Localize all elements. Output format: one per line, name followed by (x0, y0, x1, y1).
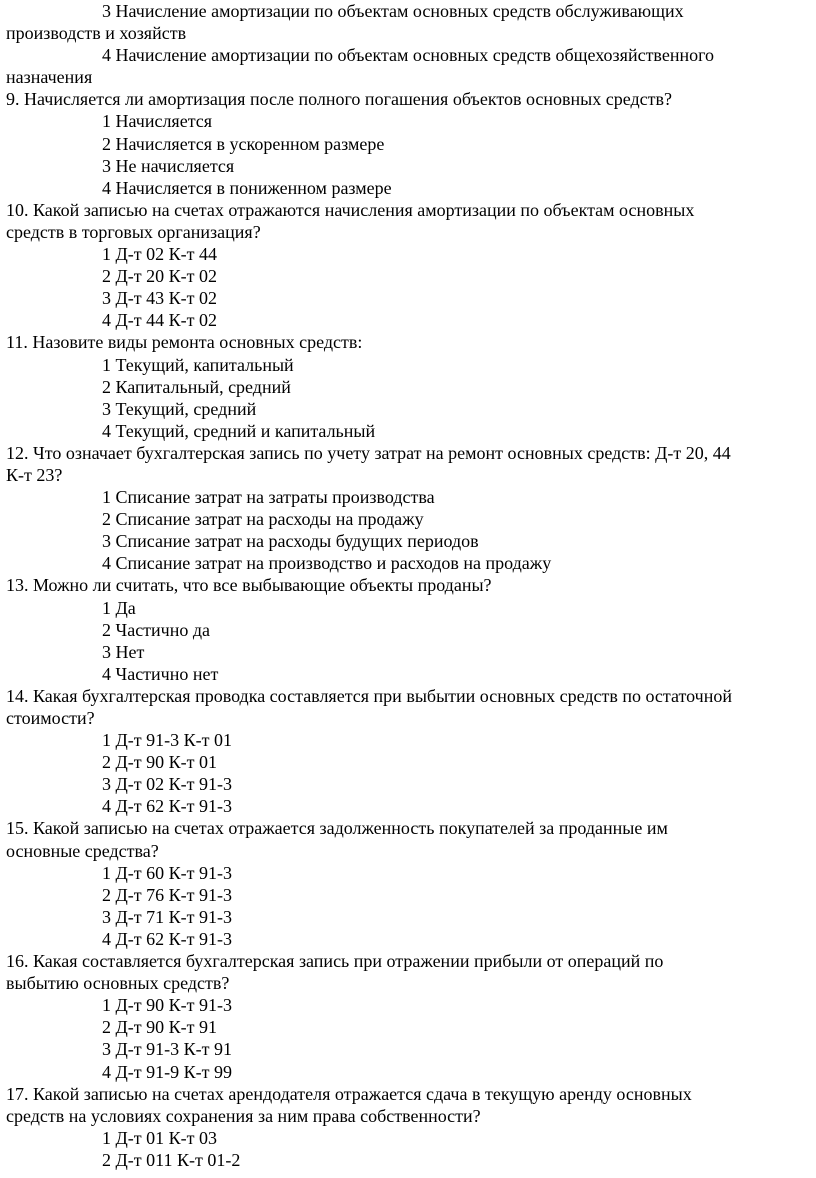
answer-option: 1 Текущий, капитальный (102, 354, 294, 375)
answer-option: 2 Д-т 76 К-т 91-3 (102, 884, 232, 905)
question-text: К-т 23? (6, 464, 63, 485)
question-text: 16. Какая составляется бухгалтерская запись при отражении прибыли от операций по (6, 951, 664, 972)
answer-option: 2 Д-т 90 К-т 01 (102, 752, 218, 773)
question-text: назначения (6, 67, 93, 88)
question-text: 9. Начисляется ли амортизация после полного погашения объектов основных средств? (6, 89, 673, 110)
question-text: средств на условиях сохранения за ним права собственности? (6, 1105, 481, 1126)
question-text: стоимости? (6, 708, 95, 728)
answer-option: 1 Начисляется (102, 111, 213, 132)
answer-option: 4 Начисление амортизации по объектам основных средств общехозяйственного (102, 45, 715, 66)
answer-option: 2 Капитальный, средний (102, 376, 291, 397)
answer-option: 4 Д-т 62 К-т 91-3 (102, 928, 232, 949)
answer-option: 4 Текущий, средний и капитальный (102, 420, 376, 441)
answer-option: 1 Д-т 60 К-т 91-3 (102, 862, 232, 883)
question-text: 14. Какая бухгалтерская проводка составляется при выбытии основных средств по остаточной (6, 685, 733, 706)
answer-option: 4 Начисляется в пониженном размере (102, 177, 392, 198)
question-text: средств в торговых организация? (6, 221, 261, 242)
answer-option: 3 Списание затрат на расходы будущих периодов (102, 531, 479, 552)
answer-option: 3 Текущий, средний (102, 398, 257, 419)
answer-option: 4 Частично нет (102, 663, 219, 684)
answer-option: 1 Д-т 02 К-т 44 (102, 244, 218, 265)
answer-option: 1 Д-т 01 К-т 03 (102, 1127, 218, 1148)
answer-option: 3 Нет (102, 641, 145, 662)
question-text: 10. Какой записью на счетах отражаются начисления амортизации по объектам основных (6, 199, 695, 220)
answer-option: 4 Д-т 91-9 К-т 99 (102, 1061, 232, 1082)
question-text: выбытию основных средств? (6, 973, 230, 994)
answer-option: 2 Д-т 011 К-т 01-2 (102, 1149, 241, 1170)
answer-option: 3 Д-т 43 К-т 02 (102, 288, 218, 309)
answer-option: 3 Начисление амортизации по объектам основных средств обслуживающих (102, 1, 684, 21)
answer-option: 3 Не начисляется (102, 155, 235, 176)
answer-option: 2 Д-т 20 К-т 02 (102, 266, 218, 287)
answer-option: 2 Начисляется в ускоренном размере (102, 133, 385, 154)
question-text: 17. Какой записью на счетах арендодателя отражается сдача в текущую аренду основных (6, 1083, 692, 1104)
answer-option: 1 Д-т 91-3 К-т 01 (102, 730, 232, 751)
answer-option: 1 Списание затрат на затраты производства (102, 487, 435, 508)
question-text: 15. Какой записью на счетах отражается задолженность покупателей за проданные им (6, 818, 668, 839)
answer-option: 3 Д-т 02 К-т 91-3 (102, 774, 232, 795)
answer-option: 4 Д-т 44 К-т 02 (102, 310, 218, 331)
question-text: 12. Что означает бухгалтерская запись по учету затрат на ремонт основных средств: Д-т 20, 44 (6, 442, 731, 463)
answer-option: 3 Д-т 71 К-т 91-3 (102, 906, 232, 927)
question-text: производств и хозяйств (6, 23, 187, 44)
answer-option: 2 Списание затрат на расходы на продажу (102, 509, 424, 530)
question-text: 13. Можно ли считать, что все выбывающие объекты проданы? (6, 575, 492, 596)
question-text: основные средства? (6, 840, 159, 861)
answer-option: 1 Д-т 90 К-т 91-3 (102, 995, 232, 1016)
answer-option: 1 Да (102, 597, 136, 618)
answer-option: 3 Д-т 91-3 К-т 91 (102, 1039, 232, 1060)
answer-option: 2 Частично да (102, 619, 211, 640)
answer-option: 4 Д-т 62 К-т 91-3 (102, 796, 232, 817)
question-text: 11. Назовите виды ремонта основных средств: (6, 332, 363, 353)
answer-option: 2 Д-т 90 К-т 91 (102, 1017, 218, 1038)
answer-option: 4 Списание затрат на производство и расходов на продажу (102, 553, 552, 574)
